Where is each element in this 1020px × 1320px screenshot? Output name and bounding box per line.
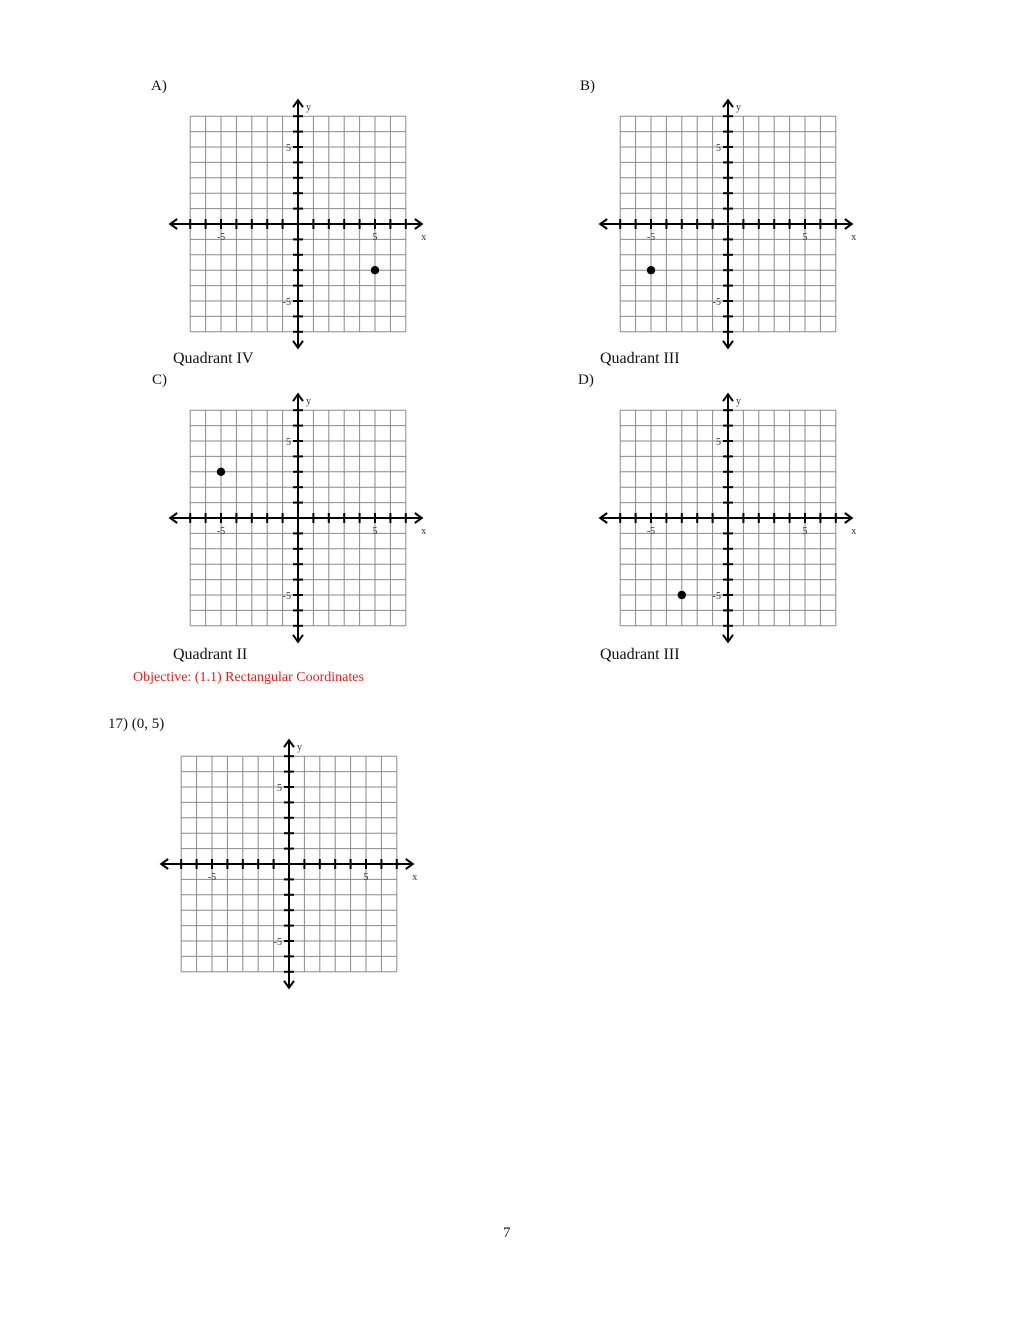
y-tick-label: -5 [282,297,291,308]
coordinate-grid-17 [161,740,423,992]
coordinate-grid-b [600,100,862,352]
y-axis-label: y [306,396,311,408]
y-axis-label: y [297,742,302,754]
choice-c-label: C) [152,372,167,388]
coordinate-grid-d [600,394,862,646]
x-tick-label: 5 [372,232,378,243]
y-tick-label: 5 [277,783,282,794]
plotted-point [217,468,225,476]
choice-c-caption: Quadrant II [173,646,248,663]
x-axis-label: x [412,872,418,883]
page-number: 7 [503,1225,511,1241]
x-tick-label: -5 [646,526,656,537]
x-tick-label: -5 [646,232,656,243]
coordinate-grid-a [170,100,432,352]
y-tick-label: 5 [286,437,291,448]
choice-a-label: A) [151,78,167,94]
x-tick-label: 5 [802,526,808,537]
problem-17-label: 17) (0, 5) [108,716,165,732]
x-tick-label: -5 [216,526,226,537]
x-axis-label: x [421,526,427,537]
y-tick-label: -5 [282,591,291,602]
y-tick-label: 5 [286,143,291,154]
x-tick-label: 5 [372,526,378,537]
choice-d-caption: Quadrant III [600,646,680,663]
y-axis-label: y [306,102,311,114]
x-axis-label: x [851,526,857,537]
plotted-point [647,266,655,274]
x-axis-label: x [421,232,427,243]
x-tick-label: 5 [802,232,808,243]
y-tick-label: 5 [716,437,721,448]
choice-a-caption: Quadrant IV [173,350,254,367]
plotted-point [371,266,379,274]
y-tick-label: -5 [712,591,721,602]
x-axis-label: x [851,232,857,243]
objective-text: Objective: (1.1) Rectangular Coordinates [133,670,364,685]
y-tick-label: 5 [716,143,721,154]
plotted-point [678,591,686,599]
coordinate-grid-c [170,394,432,646]
y-axis-label: y [736,102,741,114]
y-axis-label: y [736,396,741,408]
x-tick-label: 5 [363,872,369,883]
y-tick-label: -5 [273,937,282,948]
choice-b-caption: Quadrant III [600,350,680,367]
choice-d-label: D) [578,372,594,388]
x-tick-label: -5 [216,232,226,243]
y-tick-label: -5 [712,297,721,308]
choice-b-label: B) [580,78,595,94]
x-tick-label: -5 [207,872,217,883]
